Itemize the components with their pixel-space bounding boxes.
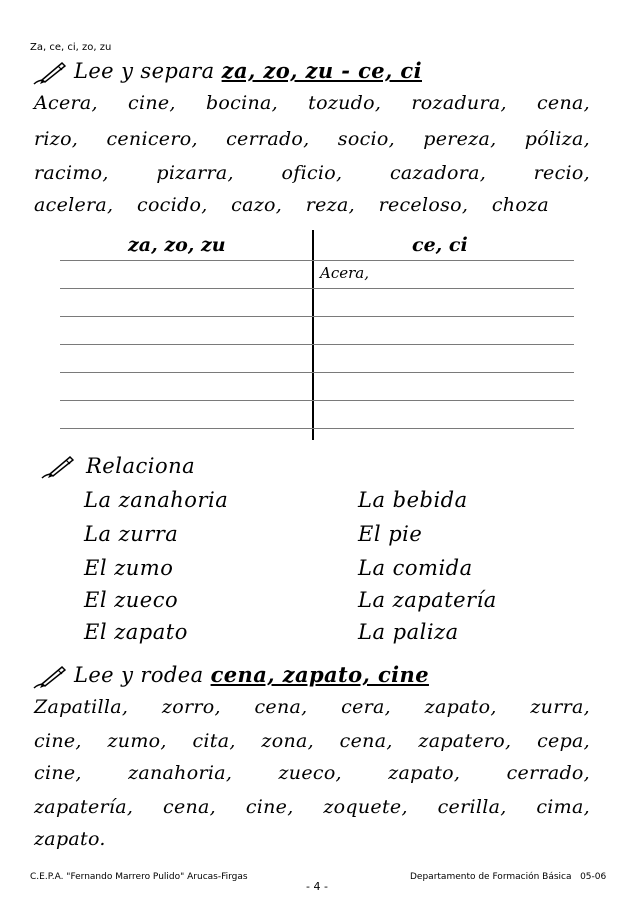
section1-title <box>74 58 422 83</box>
word: cocido, <box>137 194 208 216</box>
section3-target: cena, zapato, cine <box>210 662 429 687</box>
word: cima, <box>536 796 590 818</box>
word: zoquete, <box>323 796 408 818</box>
word: oficio, <box>281 162 343 184</box>
word: zapatería, <box>34 796 134 818</box>
pen-writing-icon <box>40 454 74 480</box>
word: choza <box>491 194 549 216</box>
word: zanahoria, <box>128 762 233 784</box>
word-line <box>34 696 590 718</box>
section2-instruction: Relaciona <box>86 454 196 478</box>
word: cine, <box>128 92 176 114</box>
match-right-item: La bebida <box>358 488 468 512</box>
page-number: - 4 - <box>306 880 328 893</box>
word: pizarra, <box>156 162 234 184</box>
word: cera, <box>341 696 391 718</box>
word: cazadora, <box>389 162 487 184</box>
word: zueco, <box>278 762 342 784</box>
section3-title <box>74 662 429 687</box>
section1-instruction: Lee y separa <box>74 59 215 83</box>
word: cena, <box>536 92 590 114</box>
word: cerilla, <box>437 796 507 818</box>
word: póliza, <box>524 128 590 150</box>
match-left-item: La zurra <box>84 522 179 546</box>
word: receloso, <box>378 194 469 216</box>
table-rule <box>60 288 574 289</box>
word: rizo, <box>34 128 79 150</box>
pen-writing-icon <box>32 60 66 86</box>
word: cerrado, <box>506 762 590 784</box>
table-rule <box>60 316 574 317</box>
word: zapato. <box>34 828 106 850</box>
word: zurra, <box>530 696 590 718</box>
footer-department: Departamento de Formación Básica 05-06 <box>410 872 607 882</box>
match-left-item: El zueco <box>84 588 179 612</box>
section3-instruction: Lee y rodea <box>74 663 204 687</box>
table-rule <box>60 260 574 261</box>
table-rule <box>60 400 574 401</box>
word: cenicero, <box>106 128 198 150</box>
match-left-item: El zapato <box>84 620 188 644</box>
word: tozudo, <box>308 92 382 114</box>
word: zorro, <box>161 696 221 718</box>
word-line <box>34 730 590 752</box>
table-rule <box>60 344 574 345</box>
word: reza, <box>305 194 355 216</box>
table-rule <box>60 428 574 429</box>
word: zapatero, <box>418 730 512 752</box>
word: racimo, <box>34 162 109 184</box>
word: Acera, <box>34 92 98 114</box>
pen-writing-icon <box>32 664 66 690</box>
word: zumo, <box>107 730 167 752</box>
word: cena, <box>163 796 217 818</box>
word-line <box>34 762 590 784</box>
word: cena, <box>339 730 393 752</box>
word: recio, <box>533 162 590 184</box>
header-note: Za, ce, ci, zo, zu <box>30 42 112 53</box>
word-line <box>34 828 590 850</box>
word: cine, <box>34 730 82 752</box>
match-right-item: La zapatería <box>358 588 497 612</box>
word: bocina, <box>205 92 278 114</box>
table-rule <box>60 372 574 373</box>
word: acelera, <box>34 194 114 216</box>
word-line <box>34 162 590 184</box>
word: cita, <box>192 730 236 752</box>
word: cine, <box>34 762 82 784</box>
footer-school: C.E.P.A. "Fernando Marrero Pulido" Arucas-Firgas <box>30 872 248 882</box>
section1-target: za, zo, zu - ce, ci <box>221 58 422 83</box>
column-header-za-zo-zu: za, zo, zu <box>128 234 226 256</box>
column-header-ce-ci: ce, ci <box>412 234 468 256</box>
word: zapato, <box>388 762 461 784</box>
word: cepa, <box>537 730 590 752</box>
word: cine, <box>245 796 294 818</box>
word: cazo, <box>231 194 283 216</box>
match-left-item: La zanahoria <box>84 488 229 512</box>
match-right-item: La comida <box>358 556 473 580</box>
word-line <box>34 796 590 818</box>
word: socio, <box>337 128 395 150</box>
word: zona, <box>261 730 314 752</box>
match-left-item: El zumo <box>84 556 174 580</box>
word: cena, <box>254 696 308 718</box>
word: pereza, <box>423 128 497 150</box>
word-line <box>34 194 549 216</box>
word: rozadura, <box>411 92 507 114</box>
word: cerrado, <box>226 128 310 150</box>
table-divider <box>312 230 314 440</box>
word: Zapatilla, <box>34 696 129 718</box>
example-answer: Acera, <box>320 264 369 282</box>
word-line <box>34 128 590 150</box>
word: zapato, <box>424 696 497 718</box>
word-line <box>34 92 590 114</box>
match-right-item: El pie <box>358 522 423 546</box>
match-right-item: La paliza <box>358 620 459 644</box>
